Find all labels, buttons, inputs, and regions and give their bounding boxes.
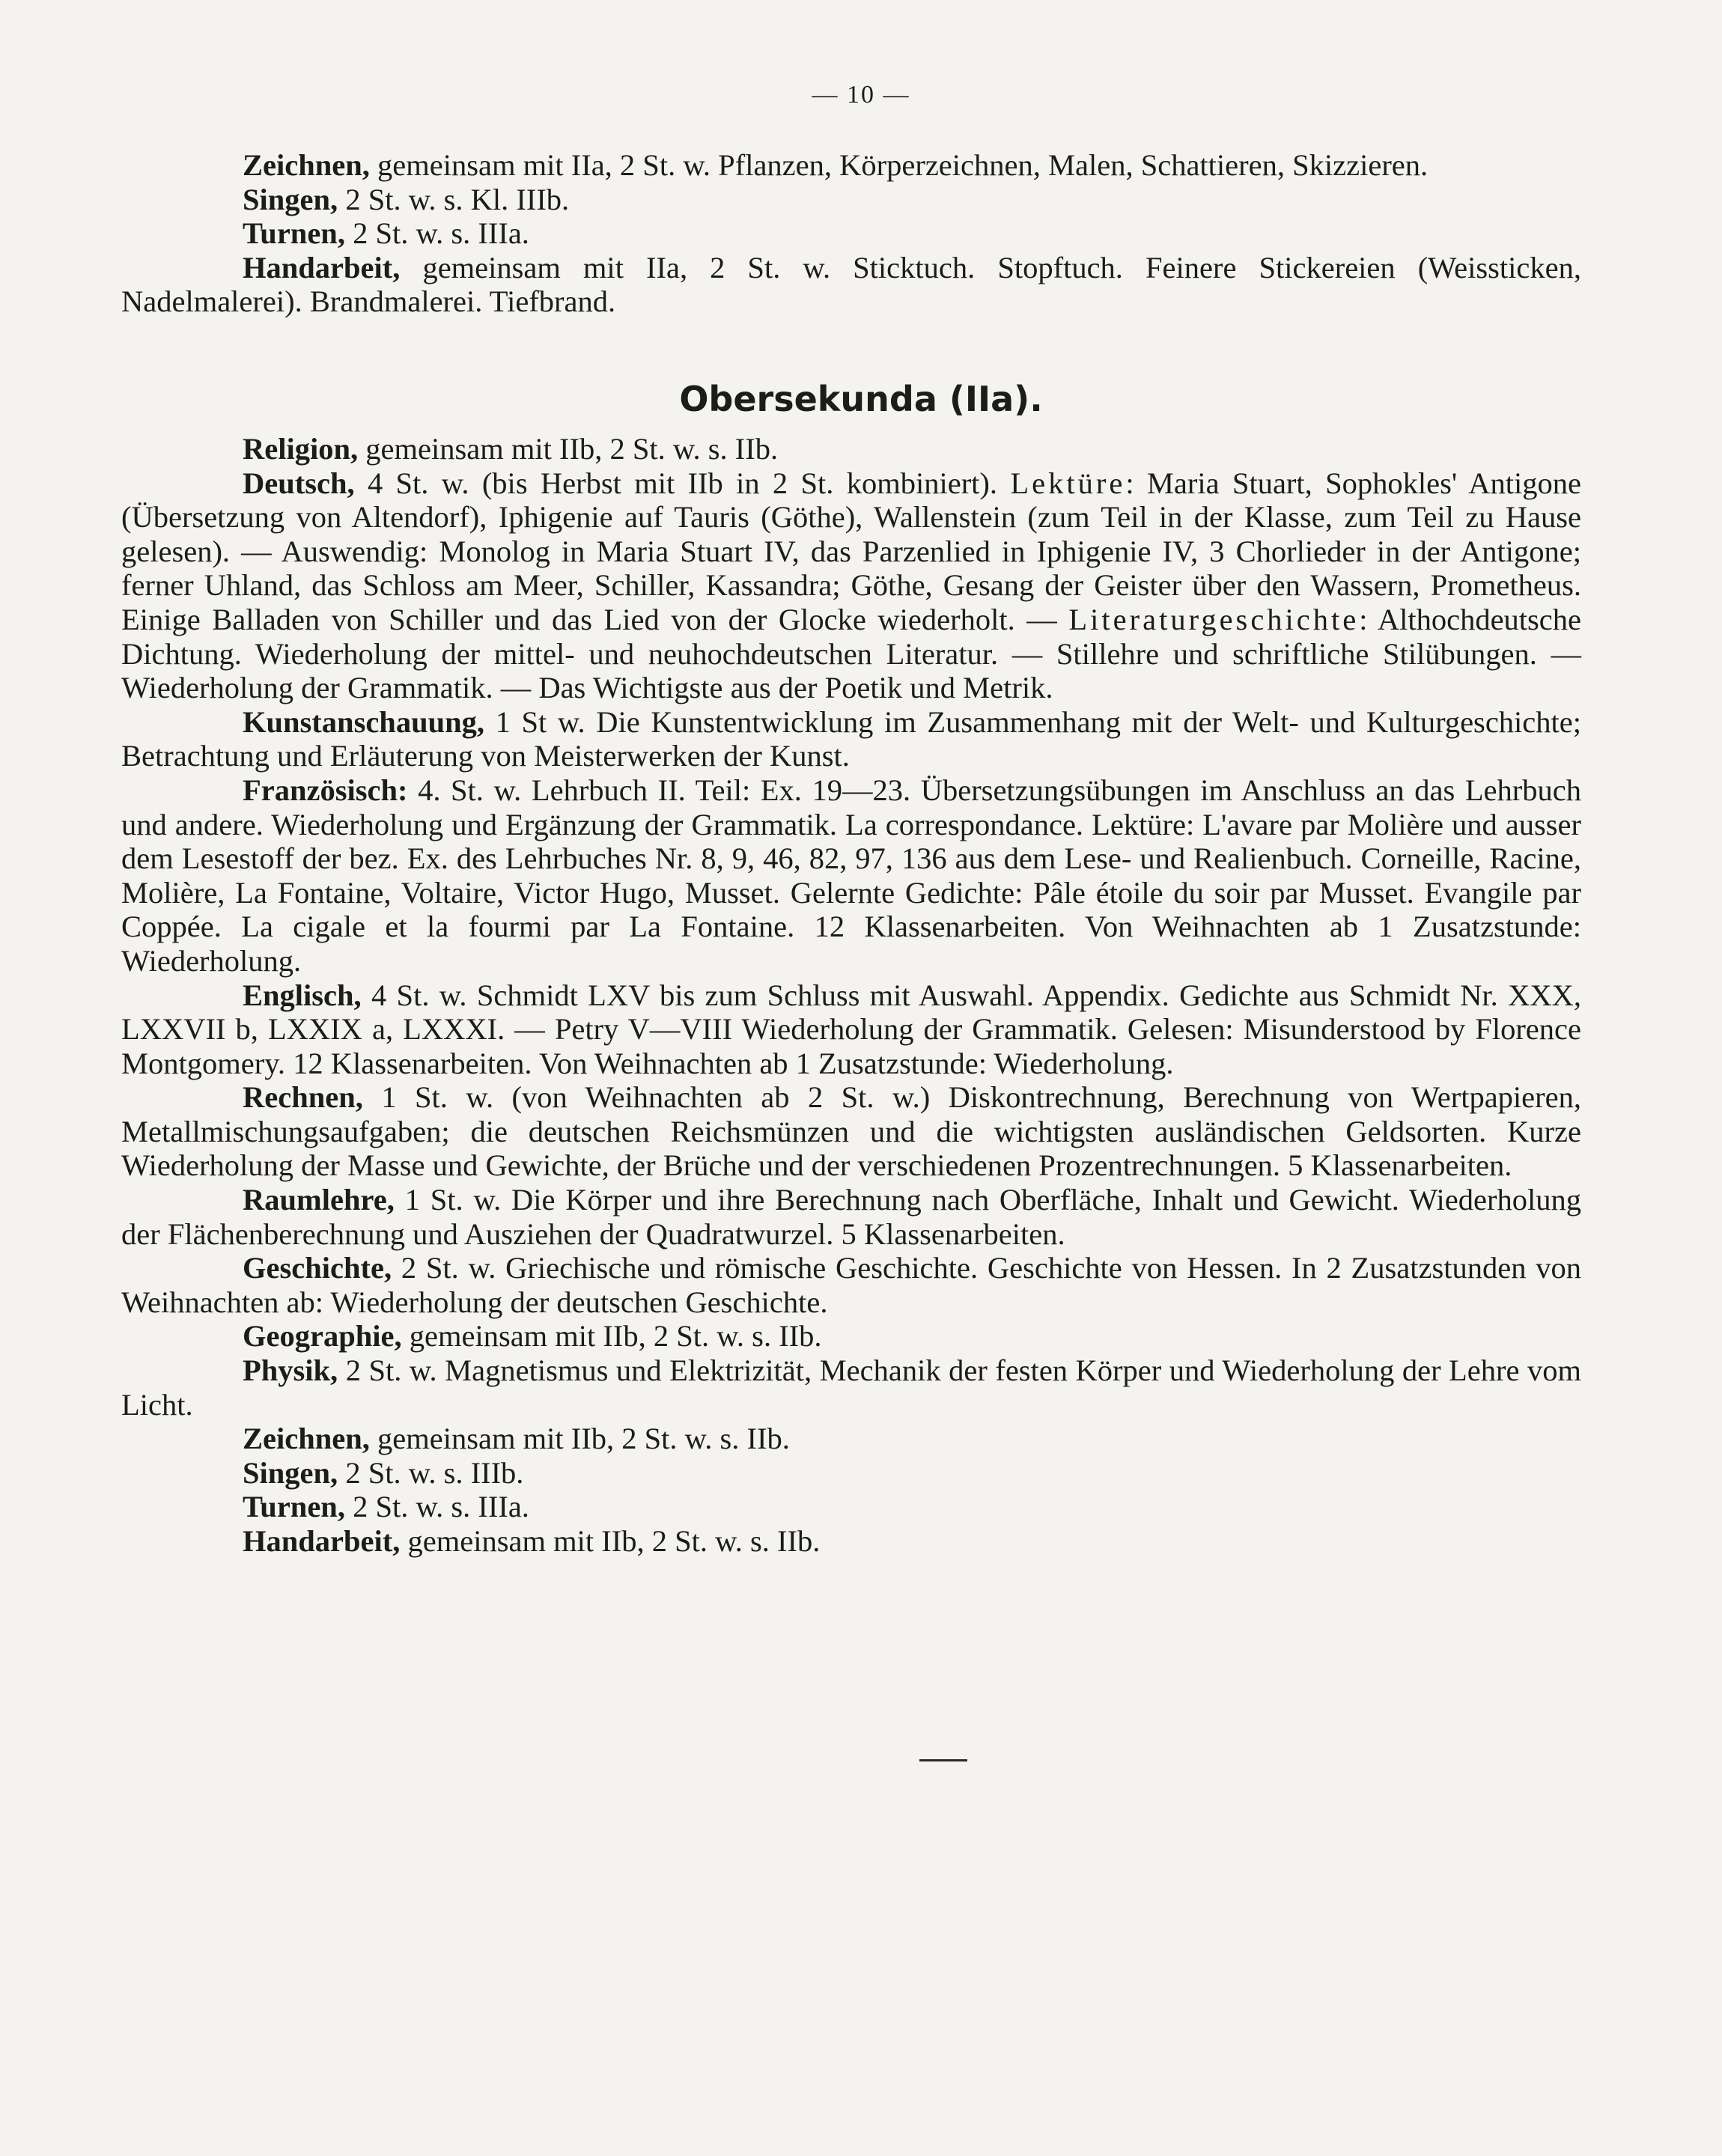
subject-heading: Singen, [243,182,338,216]
obersekunda-section [121,432,1581,1559]
subject-text: : Monolog in Maria Stuart IV, das Parzenlied in Iphigenie IV, 3 Chorlieder in der Antigone; ferner Uhland, das Schloss am Meer, Schiller, Kassandra; Göthe, Gesang der Geister über den Wassern, Prometheus. Einige Balladen von Schiller und das Lied von der Glocke wiederholt. — [121,534,1581,636]
subject-englisch [121,978,1581,1081]
subject-franzoesisch [121,773,1581,978]
subject-zeichnen [121,1422,1581,1456]
subject-heading: Religion, [243,432,359,466]
subject-heading: Turnen, [243,1490,345,1524]
subject-heading: Zeichnen, [243,1422,370,1456]
subject-text: gemeinsam mit IIa, 2 St. w. Sticktuch. Stopftuch. Feinere Stickereien (Weissticken, Nadelmalerei). Brandmalerei. Tiefbrand. [121,250,1581,319]
subject-heading: Handarbeit, [243,1524,401,1558]
subject-religion [121,432,1581,466]
subject-text: 1 St. w. Die Körper und ihre Berechnung nach Oberfläche, Inhalt und Gewicht. Wiederholung der Flächenberechnung und Ausziehen der Quadratwurzel. 5 Klassenarbeiten. [121,1183,1581,1251]
subject-heading: Rechnen, [243,1080,363,1115]
subject-heading: Turnen, [243,216,345,251]
subject-text: gemeinsam mit IIb, 2 St. w. s. IIb. [401,1319,822,1353]
subject-text: 2 St. w. s. Kl. IIIb. [338,182,570,216]
subject-text: : Althochdeutsche Dichtung. Wiederholung der mittel- und neuhochdeutschen Literatur. — Stillehre und schriftliche Stilübungen. — Wiederholung der Grammatik. — Das Wichtigste aus der Poetik und Metrik. [121,602,1582,705]
auswendig-label: Auswendig [281,534,419,568]
subject-text: 2 St. w. Magnetismus und Elektrizität, Mechanik der festen Körper und Wiederholung der Lehre vom Licht. [121,1353,1581,1422]
subject-heading: Kunstanschauung, [243,704,485,739]
subject-text: 1 St. w. (von Weihnachten ab 2 St. w.) Diskontrechnung, Berechnung von Wertpapieren, Metallmischungsaufgaben; die deutschen Reichsmünzen und die wichtigsten ausländischen Geldsorten. Kurze Wiederholung der Masse und Gewichte, der Brüche und der verschiedenen Prozentrechnungen. 5 Klassenarbeiten. [121,1080,1581,1183]
subject-heading: Raumlehre, [243,1183,395,1217]
subject-singen [121,1456,1581,1490]
subject-entry [121,251,1581,319]
subject-heading: Deutsch, [243,466,355,500]
subject-text: gemeinsam mit IIa, 2 St. w. Pflanzen, Körperzeichnen, Malen, Schattieren, Skizzieren. [369,148,1429,182]
subject-text: gemeinsam mit IIb, 2 St. w. s. IIb. [400,1524,821,1558]
subject-heading: Geographie, [243,1319,402,1353]
subject-rechnen [121,1080,1581,1183]
subject-heading: Zeichnen, [243,148,370,182]
subject-text: gemeinsam mit IIb, 2 St. w. s. IIb. [369,1422,790,1456]
subject-text: 4. St. w. Lehrbuch II. Teil: Ex. 19—23. Übersetzungsübungen im Anschluss an das Lehrbuch und andere. Wiederholung und Ergänzung der Grammatik. La correspondance. Lektüre: L'avare par Molière und ausser dem Lesestoff der bez. Ex. des Lehrbuches Nr. 8, 9, 46, 82, 97, 136 aus dem Lese- und Realienbuch. Corneille, Racine, Molière, La Fontaine, Voltaire, Victor Hugo, Musset. Gelernte Gedichte: Pâle étoile du soir par Musset. Evangile par Coppée. La cigale et la fourmi par La Fontaine. 12 Klassenarbeiten. Von Weihnachten ab 1 Zusatzstunde: Wiederholung. [121,773,1581,978]
subject-heading: Französisch: [243,773,408,807]
subject-text: gemeinsam mit IIb, 2 St. w. s. IIb. [358,432,779,466]
subject-entry [121,183,1581,217]
subject-text: 1 St w. Die Kunstentwicklung im Zusammenhang mit der Welt- und Kulturgeschichte; Betrachtung und Erläuterung von Meisterwerken der Kunst. [121,704,1581,773]
subject-geographie [121,1319,1581,1353]
subject-raumlehre [121,1183,1581,1251]
subject-text: 2 St. w. s. IIIa. [344,216,529,251]
previous-class-section [121,148,1581,319]
subject-heading: Geschichte, [243,1251,392,1285]
subject-turnen [121,1490,1581,1524]
subject-text: 2 St. w. Griechische und römische Geschichte. Geschichte von Hessen. In 2 Zusatzstunden von Weihnachten ab: Wiederholung der deutschen Geschichte. [121,1251,1581,1319]
subject-handarbeit [121,1524,1581,1559]
section-title: Obersekunda (IIa). [679,379,1043,419]
subject-geschichte [121,1251,1581,1319]
subject-heading: Singen, [243,1455,338,1490]
subject-heading: Physik, [243,1353,338,1388]
subject-heading: Englisch, [243,978,362,1012]
subject-text: 2 St. w. s. IIIb. [338,1455,524,1490]
subject-text: 4 St. w. (bis Herbst mit IIb in 2 St. kombiniert). [354,466,1011,500]
subject-text: 2 St. w. s. IIIa. [344,1490,529,1524]
subject-text: 4 St. w. Schmidt LXV bis zum Schluss mit Auswahl. Appendix. Gedichte aus Schmidt Nr. XXX, LXXVII b, LXXIX a, LXXXI. — Petry V—VIII Wiederholung der Grammatik. Gelesen: Misunderstood by Florence Montgomery. 12 Klassenarbeiten. Von Weihnachten ab 1 Zusatzstunde: Wiederholung. [121,978,1581,1080]
subject-physik [121,1353,1581,1422]
lektuere-label: Lektüre [1010,466,1126,500]
subject-entry [121,148,1581,183]
literaturgeschichte-label: Literaturgeschichte [1068,602,1360,636]
subject-text: : Maria Stuart, Sophokles' Antigone (Übersetzung von Altendorf), Iphigenie auf Tauris (Göthe), Wallenstein (zum Teil in der Klasse, zum Teil zu Hause gelesen). — [121,466,1581,568]
subject-heading: Handarbeit, [243,250,401,284]
subject-deutsch [121,466,1581,705]
page-number: — 10 — [812,81,910,109]
subject-kunstanschauung [121,705,1581,773]
subject-entry [121,216,1581,251]
end-rule [919,1759,967,1761]
